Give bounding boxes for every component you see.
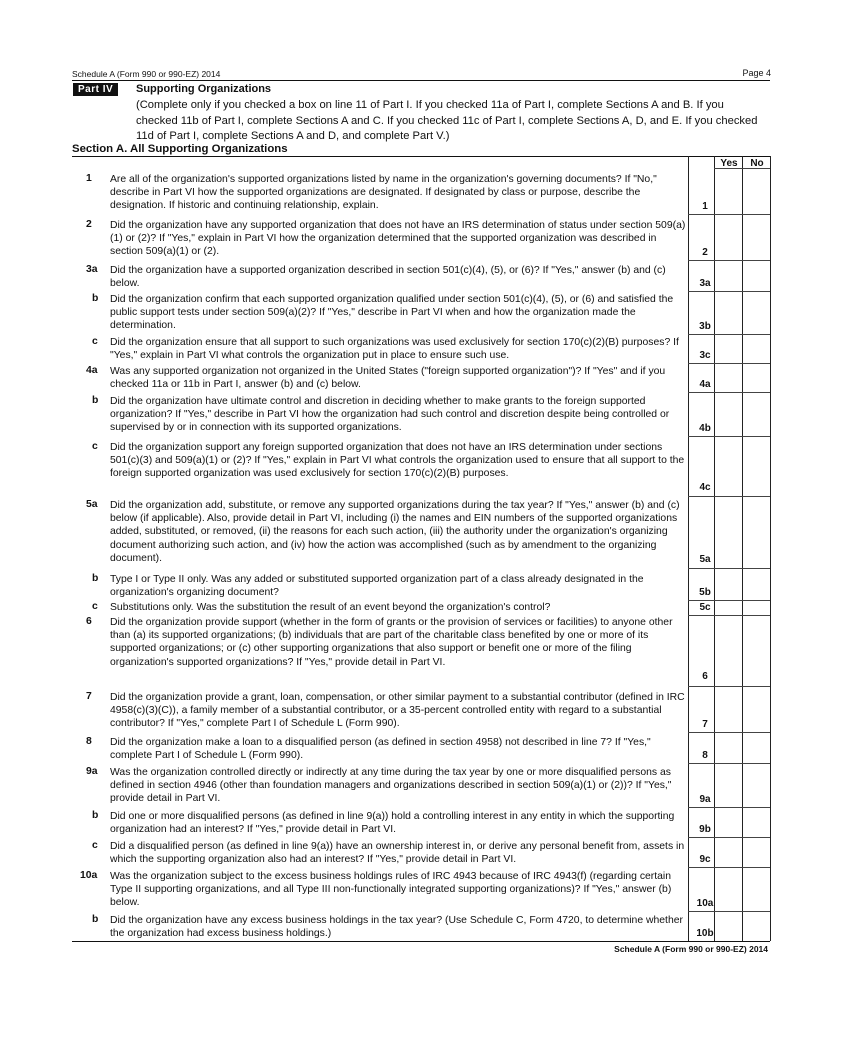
row-divider bbox=[688, 392, 770, 393]
line-label: 5c bbox=[699, 602, 711, 613]
line-label: 9a bbox=[699, 794, 711, 805]
question-text: Did the organization provide support (whether in the form of grants or the provision of services or facilities) to anyone other than (a) its supported organizations; (b) individuals that are part of the charitable class benefited by one or more of its supported organizations; or (c) other supporting organizations that also support or benefit one or more of the filing organization's supported organizations? If "Yes," provide detail in Part VI. bbox=[110, 617, 673, 668]
question-number: b bbox=[92, 395, 99, 406]
question-text: Did the organization ensure that all support to such organizations was used exclusively for section 170(c)(2)(B) purposes? If "Yes," explain in Part VI what controls the organization put in place to ensure such use. bbox=[110, 337, 679, 362]
question-text: Substitutions only. Was the substitution the result of an event beyond the organization's control? bbox=[110, 602, 551, 613]
question-number: c bbox=[92, 336, 98, 347]
header-rule bbox=[72, 80, 770, 81]
question-number: c bbox=[92, 441, 98, 452]
row-divider bbox=[688, 867, 770, 868]
question-number: 9a bbox=[86, 766, 98, 777]
row-divider bbox=[688, 436, 770, 437]
line-label: 10b bbox=[696, 928, 714, 939]
question-number: b bbox=[92, 810, 99, 821]
question-text: Did the organization add, substitute, or remove any supported organizations during the tax year? If "Yes," answer (b) and (c) below (if applicable). Also, provide detail in Part VI, including (i) the names and EIN numbers of the supported organizations added, substituted, or removed, (ii) the reasons for each such action, (iii) the authority under the organization's organizing document authorizing such action, and (iv) how the action was accomplished (such as by amendment to the organizing document). bbox=[110, 500, 680, 564]
footer-schedule: Schedule A (Form 990 or 990-EZ) 2014 bbox=[614, 944, 768, 954]
line-label: 6 bbox=[702, 671, 708, 682]
row-divider bbox=[688, 260, 770, 261]
yes-column-header: Yes bbox=[720, 158, 738, 169]
row-divider bbox=[688, 615, 770, 616]
part-description: (Complete only if you checked a box on line 11 of Part I. If you checked 11a of Part I, complete Sections A and B. If you checked 11b of Part I, complete Sections A and C. If you checked 11c of Part I, complete Sections A, D, and E. If you checked 11d of Part I, complete Sections A and D, and complete Part V.) bbox=[136, 99, 758, 142]
question-text: Did a disqualified person (as defined in line 9(a)) have an ownership interest in, or derive any personal benefit from, assets in which the supporting organization also had an interest? If "Yes," provide detail in Part VI. bbox=[110, 841, 685, 866]
question-text: Did the organization make a loan to a disqualified person (as defined in section 4958) not described in line 7? If "Yes," complete Part I of Schedule L (Form 990). bbox=[110, 737, 651, 762]
no-col-left bbox=[742, 156, 743, 941]
no-col-right bbox=[770, 156, 771, 941]
line-label: 3c bbox=[699, 350, 711, 361]
row-divider bbox=[688, 496, 770, 497]
line-label: 7 bbox=[702, 719, 708, 730]
question-number: 4a bbox=[86, 365, 98, 376]
line-label: 9b bbox=[699, 824, 711, 835]
question-number: 3a bbox=[86, 264, 98, 275]
part-title: Supporting Organizations bbox=[136, 83, 272, 95]
line-label: 3b bbox=[699, 321, 711, 332]
line-label: 9c bbox=[699, 854, 711, 865]
no-column-header: No bbox=[750, 158, 764, 169]
row-divider bbox=[688, 763, 770, 764]
question-number: b bbox=[92, 914, 99, 925]
row-divider bbox=[688, 600, 770, 601]
question-text: Did the organization provide a grant, loan, compensation, or other similar payment to a substantial contributor (defined in IRC 4958(c)(3)(C)), a family member of a substantial contributor, or a 35-percent controlled entity with regard to a substantial contributor? If "Yes," complete Part I of Schedule L (Form 990). bbox=[110, 692, 685, 730]
row-divider bbox=[688, 837, 770, 838]
row-divider bbox=[688, 334, 770, 335]
question-text: Did one or more disqualified persons (as defined in line 9(a)) hold a controlling interest in any entity in which the supporting organization had an interest? If "Yes," provide detail in Part VI. bbox=[110, 811, 675, 836]
line-label: 4b bbox=[699, 423, 711, 434]
question-number: 2 bbox=[86, 219, 92, 230]
line-label: 2 bbox=[702, 247, 708, 258]
question-text: Was the organization subject to the excess business holdings rules of IRC 4943 because of IRC 4943(f) (regarding certain Type II supporting organizations, and all Type III non-functionally integrated supporting organizations)? If "Yes," answer (b) below. bbox=[110, 871, 672, 909]
line-label: 3a bbox=[699, 278, 711, 289]
row-divider bbox=[688, 807, 770, 808]
line-label: 8 bbox=[702, 750, 708, 761]
question-text: Did the organization have ultimate control and discretion in deciding whether to make grants to the foreign supported organization? If "Yes," describe in Part VI how the organization had such control and discretion despite being controlled or supervised by or in connection with its supported organizations. bbox=[110, 396, 670, 434]
question-text: Did the organization have any excess business holdings in the tax year? (Use Schedule C, Form 4720, to determine whether the organization had excess business holdings.) bbox=[110, 915, 683, 940]
question-text: Did the organization support any foreign supported organization that does not have an IRS determination under sections 501(c)(3) and 509(a)(1) or (2)? If "Yes," explain in Part VI what controls the organization used to ensure that all support to the foreign supported organization was used exclusively for section 170(c)(2)(B) purposes. bbox=[110, 442, 685, 480]
question-text: Did the organization have a supported organization described in section 501(c)(4), (5), or (6)? If "Yes," answer (b) and (c) below. bbox=[110, 265, 666, 290]
question-text: Are all of the organization's supported organizations listed by name in the organization's governing documents? If "No," describe in Part VI how the supported organizations are designated. If designated by class or purpose, describe the designation. If historic and continuing relationship, explain. bbox=[110, 174, 657, 212]
row-divider bbox=[688, 214, 770, 215]
row-divider bbox=[688, 732, 770, 733]
question-number: 10a bbox=[80, 870, 98, 881]
bottom-rule bbox=[72, 941, 770, 942]
section-title: Section A. All Supporting Organizations bbox=[72, 143, 288, 155]
row-divider bbox=[688, 363, 770, 364]
question-text: Was any supported organization not organized in the United States ("foreign supported organization")? If "Yes" and if you checked 11a or 11b in Part I, answer (b) and (c) below. bbox=[110, 366, 666, 391]
line-label: 5b bbox=[699, 587, 711, 598]
question-number: 5a bbox=[86, 499, 98, 510]
question-number: 6 bbox=[86, 616, 92, 627]
question-number: c bbox=[92, 601, 98, 612]
line-label: 4a bbox=[699, 379, 711, 390]
question-text: Did the organization confirm that each supported organization qualified under section 501(c)(4), (5), or (6) and satisfied the public support tests under section 509(a)(2)? If "Yes," describe in Part VI when and how the organization made the determination. bbox=[110, 294, 674, 332]
schedule-header: Schedule A (Form 990 or 990-EZ) 2014 bbox=[72, 69, 221, 79]
question-text: Type I or Type II only. Was any added or substituted supported organization part of a class already designated in the organization's organizing document? bbox=[110, 574, 644, 599]
part-label: Part IV bbox=[73, 83, 118, 96]
label-col-left bbox=[688, 156, 689, 941]
page-number: Page 4 bbox=[742, 68, 771, 78]
line-label: 5a bbox=[699, 554, 711, 565]
question-text: Was the organization controlled directly or indirectly at any time during the tax year by one or more disqualified persons as defined in section 4946 (other than foundation managers and organizations described in section 509(a)(1) or (2))? If "Yes," provide detail in Part VI. bbox=[110, 767, 672, 805]
row-divider bbox=[688, 911, 770, 912]
question-text: Did the organization have any supported organization that does not have an IRS determination of status under section 509(a)(1) or (2)? If "Yes," explain in Part VI how the organization determined that the supported organization was described in section 509(a)(1) or (2). bbox=[110, 220, 686, 258]
question-number: 7 bbox=[86, 691, 92, 702]
question-number: c bbox=[92, 840, 98, 851]
row-divider bbox=[688, 686, 770, 687]
line-label: 10a bbox=[696, 898, 714, 909]
question-number: b bbox=[92, 573, 99, 584]
line-label: 1 bbox=[702, 201, 708, 212]
section-rule bbox=[72, 156, 770, 157]
row-divider bbox=[688, 568, 770, 569]
question-number: b bbox=[92, 293, 99, 304]
question-number: 8 bbox=[86, 736, 92, 747]
row-divider bbox=[688, 291, 770, 292]
question-number: 1 bbox=[86, 173, 92, 184]
line-label: 4c bbox=[699, 482, 711, 493]
